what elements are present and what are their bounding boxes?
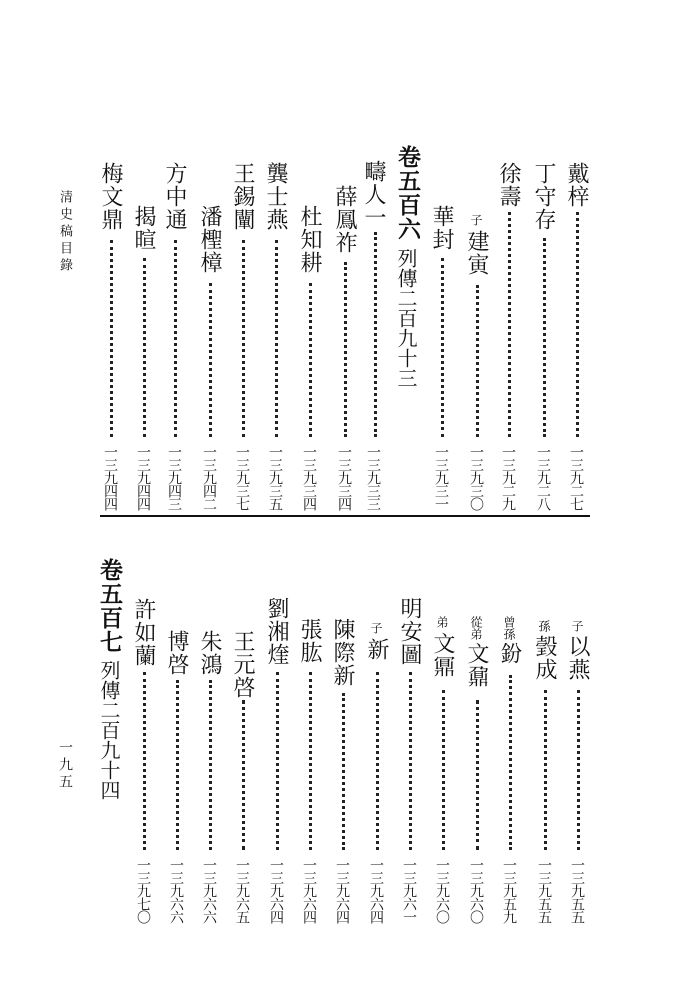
leader-dots [242, 240, 245, 437]
entry-page: 一三九六〇 [468, 858, 484, 923]
volume-title: 列傳二百九十四 [97, 660, 121, 800]
entry-name: 梅文鼎 [98, 162, 123, 231]
leader-dots [476, 285, 479, 437]
entry-page: 一三九四三 [166, 445, 182, 510]
entry-page: 一三九三七 [234, 445, 250, 510]
volume-heading: 卷五百六 [394, 145, 421, 241]
entry-page: 一三九六六 [168, 858, 184, 923]
entry-page: 一三九四四 [135, 445, 151, 510]
leader-dots [143, 258, 146, 437]
entry-name: 杜知耕 [297, 205, 322, 274]
page-number: 一九五 [57, 740, 73, 791]
leader-dots [576, 212, 579, 437]
entry-name: 方中通 [162, 162, 187, 231]
leader-dots [174, 240, 177, 437]
entry-name: 瑴成 [532, 635, 557, 681]
entry-page: 一三九六四 [334, 858, 350, 923]
entry-page: 一三九二七 [568, 445, 584, 510]
entry-prefix: 孫 [537, 620, 551, 632]
entry-page: 一三九五五 [536, 858, 552, 923]
leader-dots [476, 700, 479, 850]
entry-page: 一三九二九 [500, 445, 516, 510]
entry-name: 明安圖 [397, 597, 422, 666]
entry-page: 一三九四四 [102, 445, 118, 510]
entry-name: 新 [364, 638, 389, 661]
leader-dots [209, 680, 212, 850]
entry-name: 華封 [429, 205, 454, 251]
entry-name: 潘檉樟 [197, 205, 222, 274]
entry-page: 一三九四二 [201, 445, 217, 510]
leader-dots [275, 240, 278, 437]
leader-dots [143, 672, 146, 850]
leader-dots [509, 675, 512, 850]
entry-page: 一三九二八 [535, 445, 551, 510]
running-head: 清史稿目錄 [57, 190, 72, 275]
entry-name: 王元啓 [230, 630, 255, 699]
section-page: 一三九三三 [365, 445, 381, 510]
leader-dots [242, 700, 245, 850]
entry-page: 一三九六〇 [434, 858, 450, 923]
leader-dots [409, 672, 412, 850]
entry-name: 徐壽 [496, 162, 521, 208]
entry-page: 一三九六五 [234, 858, 250, 923]
entry-prefix: 從弟 [469, 616, 483, 640]
entry-page: 一三九五五 [569, 858, 585, 923]
entry-name: 揭暄 [131, 205, 156, 251]
leader-dots [309, 283, 312, 437]
entry-page: 一三九五九 [501, 858, 517, 923]
entry-page: 一三九三五 [267, 445, 283, 510]
leader-dots [374, 232, 377, 437]
leader-dots [544, 690, 547, 850]
entry-prefix: 弟 [435, 616, 449, 628]
leader-dots [376, 672, 379, 850]
entry-prefix: 子 [570, 620, 584, 632]
entry-page: 一三九六四 [301, 858, 317, 923]
entry-name: 許如蘭 [131, 598, 156, 667]
entry-page: 一三九六四 [268, 858, 284, 923]
entry-prefix: 子 [469, 214, 483, 226]
entry-page: 一三九六六 [201, 858, 217, 923]
entry-name: 戴梓 [564, 162, 589, 208]
entry-page: 一三九六一 [401, 858, 417, 923]
entry-page: 一三九三四 [336, 445, 352, 510]
entry-name: 博啓 [164, 630, 189, 676]
leader-dots [442, 690, 445, 850]
entry-name: 文鼐 [464, 642, 489, 688]
volume-title: 列傳二百九十三 [394, 248, 418, 388]
leader-dots [543, 238, 546, 437]
leader-dots [441, 258, 444, 437]
entry-name: 丁守存 [531, 162, 556, 231]
entry-name: 王錫闡 [230, 162, 255, 231]
entry-name: 陳際新 [330, 618, 355, 687]
entry-page: 一三九三四 [301, 445, 317, 510]
leader-dots [309, 672, 312, 850]
entry-name: 以燕 [565, 635, 590, 681]
leader-dots [508, 212, 511, 437]
entry-name: 建寅 [464, 230, 489, 276]
entry-name: 文鼏 [430, 632, 455, 678]
leader-dots [209, 283, 212, 437]
leader-dots [276, 672, 279, 850]
entry-name: 龔士燕 [263, 162, 288, 231]
entry-name: 劉湘煃 [264, 597, 289, 666]
leader-dots [344, 262, 347, 437]
entry-page: 一三九六四 [368, 858, 384, 923]
volume-heading: 卷五百七 [96, 558, 123, 654]
entry-page: 一三九三〇 [468, 445, 484, 510]
entry-name: 朱鴻 [197, 630, 222, 676]
leader-dots [110, 240, 113, 437]
entry-prefix: 子 [369, 622, 383, 634]
entry-name: 薛鳳祚 [332, 185, 357, 254]
leader-dots [577, 690, 580, 850]
entry-name: 張肱 [297, 618, 322, 664]
entry-page: 一三九七〇 [135, 858, 151, 923]
section-name: 疇人一 [361, 160, 386, 229]
leader-dots [342, 693, 345, 850]
entry-name: 鈖 [497, 642, 522, 665]
section-divider [100, 515, 590, 517]
entry-prefix: 曾孫 [502, 616, 516, 640]
entry-page: 一三九三一 [433, 445, 449, 510]
leader-dots [176, 680, 179, 850]
